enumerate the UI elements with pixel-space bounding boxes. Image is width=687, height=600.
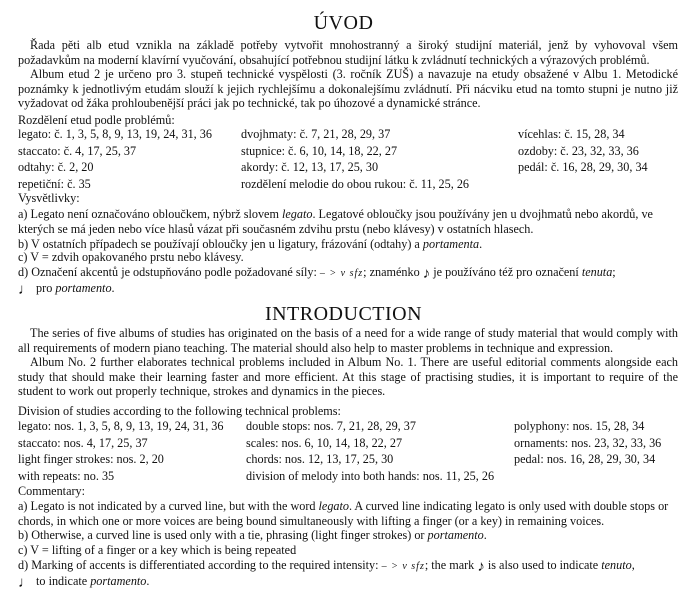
cz-division-item: rozdělení melodie do obou rukou: č. 11, 25, 26 — [241, 176, 470, 191]
en-notes-title: Commentary: — [18, 484, 86, 498]
tenuto-note-icon: ♪ — [422, 266, 431, 282]
en-division-col-2 — [246, 418, 494, 484]
tenuto-note-icon: ♪ — [477, 559, 485, 575]
en-division-item: double stops: nos. 7, 21, 28, 29, 37 — [246, 419, 416, 433]
en-division-item: chords: nos. 12, 13, 17, 25, 30 — [246, 452, 394, 466]
en-division-item: polyphony: nos. 15, 28, 34 — [514, 419, 645, 433]
cz-division-item: staccato: č. 4, 17, 25, 37 — [18, 143, 137, 158]
cz-division-item: repetiční: č. 35 — [18, 176, 91, 191]
portamento-note-icon: ♩ — [18, 575, 33, 591]
en-division-item: light finger strokes: nos. 2, 20 — [18, 452, 164, 466]
cz-note-c: c) V = zdvih opakovaného prstu nebo klávesy. — [18, 250, 244, 264]
en-note-b: b) Otherwise, a curved line is used only with a tie, phrasing (light finger strokes) or portamento. — [18, 528, 487, 542]
en-division-col-3 — [514, 418, 661, 468]
en-note-a: a) Legato is not indicated by a curved line, but with the word legato. A curved line indicating legato is only used with double stops or chords, in which one or more voices are being bound simultaneously with lifting a finger (or a key) in remaining voices. — [18, 499, 669, 528]
cz-division-col-3 — [518, 126, 648, 176]
cz-title: ÚVOD — [313, 12, 374, 34]
cz-note-d: d) Označení akcentů je odstupňováno podle požadované síly: – > v sfz; znaménko ♪ je používáno též pro označení tenuta; — [18, 265, 616, 282]
cz-division-item: vícehlas: č. 15, 28, 34 — [518, 127, 625, 141]
cz-division-item: pedál: č. 16, 28, 29, 30, 34 — [518, 160, 648, 174]
en-division-item: with repeats: no. 35 — [18, 468, 115, 483]
cz-division-item: dvojhmaty: č. 7, 21, 28, 29, 37 — [241, 127, 391, 141]
en-note-d-cont: ♩ to indicate portamento. — [18, 574, 150, 591]
en-division-item: legato: nos. 1, 3, 5, 8, 9, 13, 19, 24, 31, 36 — [18, 419, 224, 433]
cz-division-col-2 — [241, 126, 469, 192]
en-title: INTRODUCTION — [264, 303, 423, 325]
cz-intro-2: Album etud 2 je určeno pro 3. stupeň technické vyspělosti (3. ročník ZUŠ) a navazuje na etudy obsažené v Albu 1. Metodické poznámky k jednotlivým etudám slouží k jejich rychlejšímu a dokonalejšímu zvládnutí. Při nácviku etud na tomto stupni je nutno již vyžadovat od žáka prohloubenější práci jak po technické, tak po úhozové a dynamické stránce. — [18, 67, 678, 110]
en-division-item: pedal: nos. 16, 28, 29, 30, 34 — [514, 452, 656, 466]
cz-intro-1: Řada pěti alb etud vznikla na základě potřeby vytvořit mnohostranný a široký studijní materiál, jenž by vyhovoval všem požadavkům na moderní klavírní vyučování, obsahující potřebnou studijní látku k zvládnutí technických a výrazových problémů. — [18, 38, 678, 67]
cz-note-a: a) Legato není označováno obloučkem, nýbrž slovem legato. Legatové obloučky jsou používány jen u dvojhmatů nebo akordů, ve kterých se má jeden nebo více hlasů vázat při současném zdvihu prstu (nebo klávesy) v ostatních hlasech. — [18, 207, 653, 236]
cz-division-title: Rozdělení etud podle problémů: — [18, 113, 175, 127]
en-note-d: d) Marking of accents is differentiated according to the required intensity: – > v sfz; the mark ♪ is also used to indicate tenuto, — [18, 558, 635, 575]
accent-marks-icon: – > v sfz — [381, 561, 425, 572]
en-division-item: ornaments: nos. 23, 32, 33, 36 — [514, 435, 662, 450]
en-division-item: scales: nos. 6, 10, 14, 18, 22, 27 — [246, 435, 403, 450]
cz-note-d-cont: ♩ pro portamento. — [18, 281, 115, 298]
en-division-item: staccato: nos. 4, 17, 25, 37 — [18, 435, 148, 450]
en-intro-2: Album No. 2 further elaborates technical problems included in Album No. 1. There are useful editorial comments alongside each study that should make their learning faster and more efficient. At this stage of practising studies, it is important to require of the student to work out properly technique, strokes and dynamics in the pieces. — [18, 355, 678, 398]
en-division-col-1 — [18, 418, 224, 484]
cz-division-item: ozdoby: č. 23, 32, 33, 36 — [518, 143, 639, 158]
en-division-title: Division of studies according to the following technical problems: — [18, 404, 341, 418]
en-intro-1: The series of five albums of studies has originated on the basis of a need for a wide range of study material that would comply with all requirements of modern piano teaching. The material should also help to master problems in technique and expression. — [18, 326, 678, 355]
cz-division-item: akordy: č. 12, 13, 17, 25, 30 — [241, 160, 379, 174]
en-division-item: division of melody into both hands: nos. 11, 25, 26 — [246, 468, 495, 483]
cz-note-b: b) V ostatních případech se používají obloučky jen u ligatury, frázování (odtahy) a portamenta. — [18, 237, 483, 251]
accent-marks-icon: – > v sfz — [319, 268, 364, 279]
portamento-note-icon: ♩ — [18, 282, 33, 298]
en-note-c: c) V = lifting of a finger or a key which is being repeated — [18, 543, 297, 557]
cz-division-item: legato: č. 1, 3, 5, 8, 9, 13, 19, 24, 31, 36 — [18, 127, 212, 141]
cz-division-item: odtahy: č. 2, 20 — [18, 160, 94, 174]
cz-notes-title: Vysvětlivky: — [18, 191, 80, 205]
cz-division-item: stupnice: č. 6, 10, 14, 18, 22, 27 — [241, 143, 398, 158]
cz-division-col-1 — [18, 126, 212, 192]
